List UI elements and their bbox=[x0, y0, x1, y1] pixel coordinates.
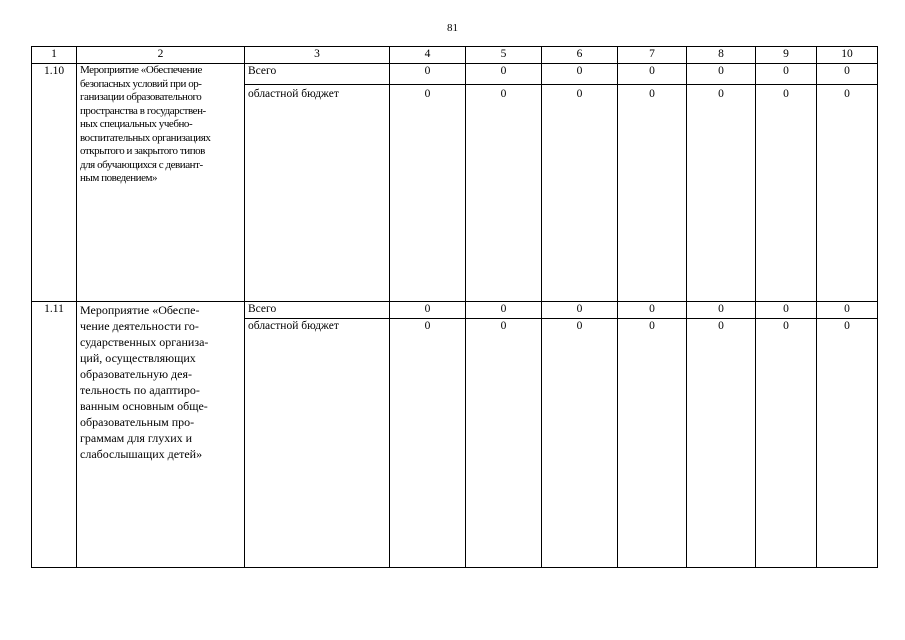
measure-name: Мероприятие «Обеспечение безопасных условий при ор- ганизации образовательного пространства в государствен- ных специальных учебно- воспитательных организациях открытого и закрытого типов для обучающихся с девиант- ным поведением» bbox=[77, 64, 245, 302]
value-cell: 0 bbox=[466, 319, 542, 568]
value-cell: 0 bbox=[756, 302, 817, 319]
value-cell: 0 bbox=[756, 319, 817, 568]
value-cell: 0 bbox=[687, 319, 756, 568]
value-cell: 0 bbox=[687, 302, 756, 319]
value-cell: 0 bbox=[817, 319, 878, 568]
value-cell: 0 bbox=[542, 319, 618, 568]
value-cell: 0 bbox=[756, 85, 817, 302]
value-cell: 0 bbox=[390, 302, 466, 319]
funding-source: областной бюджет bbox=[245, 85, 390, 302]
item-number: 1.10 bbox=[32, 64, 77, 302]
value-cell: 0 bbox=[687, 64, 756, 85]
column-number: 1 bbox=[32, 47, 77, 64]
column-number: 9 bbox=[756, 47, 817, 64]
value-cell: 0 bbox=[817, 64, 878, 85]
column-number: 8 bbox=[687, 47, 756, 64]
column-number-row bbox=[32, 47, 878, 64]
program-table bbox=[31, 46, 878, 568]
value-cell: 0 bbox=[390, 85, 466, 302]
table-row bbox=[32, 64, 878, 85]
funding-source: областной бюджет bbox=[245, 319, 390, 568]
value-cell: 0 bbox=[817, 302, 878, 319]
column-number: 5 bbox=[466, 47, 542, 64]
value-cell: 0 bbox=[687, 85, 756, 302]
value-cell: 0 bbox=[390, 319, 466, 568]
column-number: 3 bbox=[245, 47, 390, 64]
value-cell: 0 bbox=[618, 64, 687, 85]
value-cell: 0 bbox=[466, 302, 542, 319]
item-number: 1.11 bbox=[32, 302, 77, 568]
funding-source: Всего bbox=[245, 64, 390, 85]
value-cell: 0 bbox=[542, 85, 618, 302]
value-cell: 0 bbox=[466, 64, 542, 85]
value-cell: 0 bbox=[390, 64, 466, 85]
value-cell: 0 bbox=[817, 85, 878, 302]
column-number: 6 bbox=[542, 47, 618, 64]
column-number: 10 bbox=[817, 47, 878, 64]
value-cell: 0 bbox=[618, 85, 687, 302]
column-number: 2 bbox=[77, 47, 245, 64]
column-number: 7 bbox=[618, 47, 687, 64]
value-cell: 0 bbox=[542, 302, 618, 319]
measure-name: Мероприятие «Обеспе- чение деятельности го- сударственных организа- ций, осуществляющих образовательную дея- тельность по адаптиро- ванным основным обще- образовательным про- граммам для глухих и слабослышащих детей» bbox=[77, 302, 245, 568]
page-number: 81 bbox=[447, 22, 458, 34]
value-cell: 0 bbox=[466, 85, 542, 302]
funding-source: Всего bbox=[245, 302, 390, 319]
value-cell: 0 bbox=[618, 302, 687, 319]
column-number: 4 bbox=[390, 47, 466, 64]
value-cell: 0 bbox=[756, 64, 817, 85]
table-row bbox=[32, 302, 878, 319]
value-cell: 0 bbox=[618, 319, 687, 568]
value-cell: 0 bbox=[542, 64, 618, 85]
